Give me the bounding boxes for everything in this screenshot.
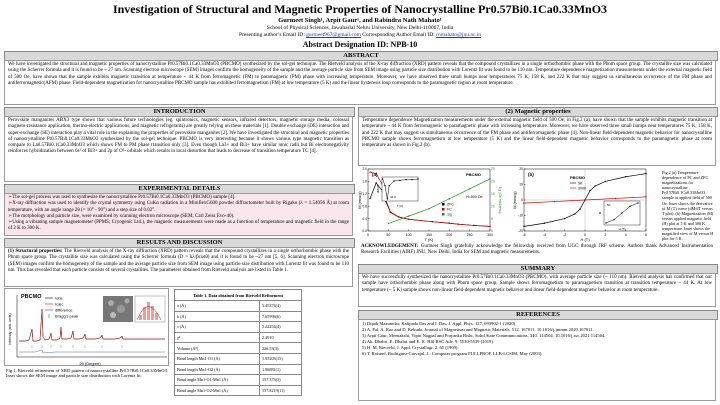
table-row [175, 301, 302, 312]
references-header: REFERENCES [358, 310, 718, 320]
table-cell-param: c (Å) [175, 322, 260, 333]
chart-a-inset-line-point [387, 198, 388, 199]
table-row [175, 311, 302, 322]
table-row [175, 353, 302, 364]
particle-size-inset [135, 296, 165, 322]
legend-300k: 300K [578, 186, 587, 191]
chart-a-inset-xlabel: T (K) [396, 204, 404, 208]
table-cell-param: Volume (Å³) [175, 343, 260, 354]
fig2-charts [358, 167, 658, 242]
experimental-body [4, 193, 353, 236]
experimental-item: ➢ The sol-gel process was used to synthesize the nanocrystalline Pr0.57Bi0.1Ca0.33MnO3 (PBCMO) sample [4]. [8, 195, 349, 201]
results-header: RESULTS AND DISCUSSION [4, 238, 355, 248]
presenting-email-link[interactable]: gurmeet967@gmail.com [306, 32, 361, 38]
chart-b-series-0-point [544, 223, 545, 224]
chart-a-series-2-point [408, 215, 409, 216]
table-cell-value: 1.95203(15) [260, 353, 302, 364]
structural-label: (1) Structural properties: [8, 249, 65, 254]
chart-b-series-0-point [564, 218, 565, 219]
legend-bragg: Bragg's peak [55, 313, 79, 319]
summary-header: SUMMARY [358, 264, 718, 274]
chart-b-x-tick-label: 2 [604, 233, 607, 237]
chart-a-x-tick-label: 100 [405, 233, 412, 237]
chart-a-series-2-point [428, 208, 429, 209]
chart-b-y-tick-label: 0 [521, 198, 523, 203]
chart-a-x-tick-label: 300 [487, 233, 493, 237]
chart-b-series-0-point [589, 190, 590, 191]
fig1-caption: Fig.1. Rietveld refinement of XRD pattern of nanocrystalline Pr0.57Bi0.1Ca0.33MnO3. Inset shows the SEM image and particle size distribution with Lorentz fit. [6, 368, 169, 379]
chart-b-series-1-point [584, 199, 585, 200]
legend-iobs: Iobs [55, 295, 63, 301]
chart-a-x-tick-label: 0 [367, 233, 369, 237]
table-row [175, 364, 302, 375]
fig2-caption: Fig.2 (a) Temperature dependence of FC and ZFC magnetizations for nanocrystalline Pr0.57Bi0.1Ca0.33MnO3 sample at applied field of 500 Oe. Inset shows the derivative of M (T) curve (dM/dT versus T plot). (b) Magnetization (M) versus applied magnetic field (H) plot at 5 K and 300 K temperature. Inset shows the magnified view of M versus H plot for 5 K. [662, 170, 714, 242]
structural-text: The Rietveld analysis of the X-ray diffraction (XRD) pattern reveals that the compound crystallizes in a single orthorhombic phase with the Pbnm space group. The crystallite size was calculated using the Scherrer formula (D = kλ/βcosθ) and it is found to be ~27 nm [5, 6]. Scanning electron microscope (SEM) images confirm the homogeneity of the sample and the average particle size from SEM image using particle size distribution with Lorentz fit was found to be 110 nm. This has revealed that each particle consists of several crystallites. The parameters obtained from Rietveld analysis are listed in Table 1. [8, 249, 349, 273]
chart-b-x-tick-label: 6 [645, 233, 647, 237]
chart-a-y-tick-label: 2.0 [362, 167, 367, 172]
chart-b-series-1-point [645, 196, 646, 197]
bragg-ticks [32, 345, 122, 348]
reference-item: 6) T. Roisnel, Rodriguez-Carvajal, J.: Computer program FULLPROF, LLB-LCSIM, May (2003). [362, 351, 543, 357]
chart-b-y-tick-label: 10 [519, 182, 523, 187]
chart-b-x-tick-label: 0 [584, 233, 586, 237]
chart-a-series-1-point [390, 211, 391, 212]
table-cell-param: Bond length Mn1-O2 (Å) [175, 364, 260, 375]
fig1-legend [45, 296, 78, 319]
abstract-body: We have investigated the structural and magnetic properties of nanocrystalline Pr0.57Bi0.1Ca0.33MnO3 (PBCMO) synthesized by the sol-gel technique. The Rietveld analysis of the X-ray diffraction (XRD) pattern reveals that the compound crystallizes in a single orthorhombic phase with the Pbnm space group. The crystallite size was calculated using the Scherrer formula and it is found to be ~ 27 nm. Scanning electron microscope (SEM) images confirm the homogeneity of the sample and the average particle size from SEM image using particle size distribution with Lorentz fit was found to be 110 nm. Temperature dependence magnetization measurements under the external magnetic field of 500 Oe, have shown that the sample exhibits magnetic transition at temperature ~ 44 K from ferromagnetic (FM) to paramagnetic (PM) phase with increasing temperature. Moreover, we have observed three small humps near temperatures 75 K, 158 K, and 222 K that may suggest us simultaneous occurrence of the FM phase and antiferromagnetic(AFM) phase. Field-dependent magnetization for nanocrystalline PBCMO sample has exhibited ferromagnetism (FM) at low temperature (5 K) and the linear hysteresis loop corresponds to the paramagnetic region at room temperature. [4, 60, 716, 105]
introduction-body: Perovskite manganites ABX3 type shows that various future technologies (eg. spintronics, magnetic sensors, infrared detectors, magnetic storage media, colossal magneto-resistance application, thermo-electric applications, and magnetic refrigerants) are greatly relying on these materials [1]. Double exchange (DE) interaction and super-exchange (SE) interaction play a vital role in the explaining the properties of perovskite manganites [2]. We have investigated the structural and magnetic properties of nanocrystalline Pr0.57Bi0.1Ca0.33MnO3 synthesized by the sol-gel technique. PBCMO is very interesting because it shows various type magnetic transition as compare to La0.57Bi0.1Ca0.33MnO3 which shows FM to PM phase transition only [3]. Even though La3+ and Bi3+ have similar ionic radii but Bi electronegativity reinforces hybridization between 6s² of Bi3+ and 2p of O²- orbitals which results in local distortion that leads to decrease of transition temperature TC [4]. [4, 116, 353, 182]
chart-b-x-tick-label: 4 [624, 233, 627, 237]
chart-a-inset-line-point [411, 179, 412, 180]
legend-fc: FC [447, 207, 452, 212]
chart-b-inset-line-point [605, 222, 606, 223]
experimental-item: ➢ The morphology and particle size, were examined by scanning electron microscope (SEM; Carl Zeiss Evo-40). [8, 214, 349, 220]
legend-difference: difference [55, 307, 73, 313]
table-cell-param: Bond angle Mn1-O2-Mn1 (Å) [175, 385, 260, 396]
table1 [174, 289, 302, 396]
table-cell-value: 157.373(3) [260, 375, 302, 386]
chart-b-series-0-point [645, 173, 646, 174]
chart-b-series-0-point [574, 213, 575, 214]
fig1-xrd-plot [4, 288, 169, 366]
reference-item: 5) H. M. Rietveld, J. Appl. Crystallogr. 2, 65 (1969). [362, 345, 459, 351]
legend-icalc: Icalc [55, 301, 64, 307]
chart-a-field-annotation: H=500 Oe [466, 195, 483, 199]
acknowledgement [358, 243, 716, 263]
author-list: Gurmeet Singh¹, Arpit Gaur¹, and Rabindra Nath Mahato¹ [278, 17, 442, 24]
chart-b-inset-label: 5K [607, 203, 611, 207]
table-cell-value: 1.96881(1) [260, 364, 302, 375]
chart-a-inset-annotation: 44 K [390, 195, 397, 199]
table-cell-value: 5.45374(4) [260, 301, 302, 312]
chart-a-series-1-point [432, 221, 433, 222]
abstract-designation: Abstract Designation ID: NPB-10 [302, 40, 418, 49]
chart-a-xlabel: T (K) [424, 237, 434, 242]
reference-item: 1) Dipak Mazumdar, Kalipada Das and I. Das, J. Appl. Phys. 127, 093902-1 (2020) [362, 321, 516, 326]
chart-b-series-1-point [523, 202, 524, 203]
experimental-item: ➢ X-ray diffraction was used to identify the crystal symmetry using CuKα radiation in a MiniflexG600 powder diffractometer built by Rigaku (λ = 1.54056 Å) at room temperature, with an angle range 2θ (= 10° - 90°) and a step size of 0.02°. [8, 201, 349, 214]
table-cell-param: χ² [175, 332, 260, 343]
chart-b-series-0-point [605, 181, 606, 182]
reference-item: 3) Arpit Gaur, Meenakshi, Vipin Nagpal and Prayanka Bisht, Solid State Communications. 340. 114504. 10.1016/j.ssc.2021.114504. [362, 333, 606, 339]
chart-b-x-tick-label: -4 [542, 233, 546, 237]
chart-a-series-0-point [375, 182, 376, 183]
corresponding-email-link[interactable]: rnmahato@jnu.ac.in [436, 32, 481, 38]
legend-zfc: ZFC [447, 202, 454, 207]
chart-a-x-tick-label: 50 [386, 233, 391, 237]
chart-a-y2-tick-label: 0 [491, 229, 493, 234]
chart-a-series-2-point [469, 188, 470, 189]
table-cell-param: b (Å) [175, 311, 260, 322]
chart-b-sample-label: PBCMO [570, 175, 585, 180]
chart-b-series-1-point [554, 201, 555, 202]
email-line [0, 32, 720, 38]
chart-a-series-1-point [398, 216, 399, 217]
chart-b-series-0-point [594, 185, 595, 186]
table-row [175, 343, 302, 354]
chart-a-y2-tick-label: 15 [491, 192, 495, 196]
fig1-xlabel: 2θ (Degree) [79, 361, 101, 366]
ack-text: Gurmeet Singh gratefully acknowledge the fellowship received from UGC through JRF scheme. Authors thank Advanced Instrumentation Research Facilities (AIRF) JNU, New Delhi, India for SEM and magnetic measurements. [361, 244, 713, 256]
legend-inv-chi: 1/χ [447, 212, 452, 217]
chart-b-xlabel: H (T) [580, 237, 590, 242]
chart-a-inset-line-point [417, 178, 418, 179]
chart-a-y-tick-label: 1.6 [362, 179, 367, 184]
chart-a-series-1-point [408, 219, 409, 220]
chart-b-inset-line-point [637, 202, 638, 203]
table1-title: Table 1. Data obtained from Rietveld Refinement [175, 290, 302, 301]
chart-a-x-tick-label: 250 [466, 233, 473, 237]
chart-b-x-tick-label: -2 [563, 233, 567, 237]
chart-a-panel-label: (a) [372, 172, 378, 177]
chart-a-y2-tick-label: 5 [491, 216, 493, 221]
chart-b-ylabel: M (emu/g) [513, 191, 517, 209]
chart-b-inset-line-point [621, 212, 622, 213]
fig1-ylabel: Intensity (arb. units) [8, 313, 12, 345]
xrd-svg [5, 289, 170, 367]
chart-a-x-tick-label: 200 [446, 233, 453, 237]
magnetic-properties-header: (2) Magnetic properties [358, 107, 718, 117]
chart-b-y-tick-label: -20 [518, 229, 523, 234]
experimental-header: EXPERIMENTAL DETAILS [4, 184, 355, 194]
chart-a-inset-line-point [384, 185, 385, 186]
sem-inset [103, 296, 133, 322]
chart-a-series-2-point [489, 178, 490, 179]
chart-a-y-tick-label: 1.2 [362, 192, 367, 196]
chart-b-inset-ylabel: M [598, 211, 602, 215]
legend-5k: 5K [578, 181, 583, 186]
chart-a-inset-ylabel: dM/dT [376, 184, 380, 194]
fig1-panel-label: PBCMO [21, 294, 42, 300]
table-row [175, 385, 302, 396]
table-cell-value: 226.53(3) [260, 343, 302, 354]
ack-label: ACKNOWLEDGEMENT: [361, 244, 421, 249]
chart-a-y2-tick-label: 25 [491, 167, 495, 172]
references-list [358, 319, 716, 401]
chart-b-series-0-point [523, 226, 524, 227]
chart-a-sample-label: PBCMO [466, 172, 481, 177]
fig2-svg [358, 167, 658, 242]
magnetic-properties-body: Temperature dependence Magnetization measurements under the external magnetic field of 500 Oe, in Fig.2 (a), have shown that the sample exhibits magnetic transition at temperature ~ 44 K from ferromagnetic to paramagnetic phase with increasing temperature. Moreover, we have observed three small humps near temperatures 75 K, 158 K, and 222 K that may suggest us simultaneous occurrence of the FM phase and antiferromagnetic phase [4]. Non-linear field-dependent magnetic behavior for nanocrystalline PBCMO sample shows ferromagnetism at low temperature (5 K) and the linear field-dependent magnetic behavior corresponds to the paramagnetic phase at room temperature as shown in Fig.2 (b). [358, 116, 716, 166]
chart-a-x-tick-label: 150 [426, 233, 432, 237]
table-row [175, 332, 302, 343]
chart-a-inset-line-point [382, 178, 383, 179]
chart-a-y-tick-label: 0.0 [362, 229, 367, 234]
chart-a-series-1-point [458, 223, 459, 224]
chart-b-y-tick-label: 20 [519, 167, 523, 172]
table-cell-value: 7.65998(6) [260, 311, 302, 322]
chart-b-series-1-point [615, 198, 616, 199]
abstract-header: ABSTRACT [4, 51, 718, 61]
chart-a-series-0-point [369, 198, 370, 199]
summary-body: We have successfully synthesized the nanocrystalline Pr0.57Bi0.1Ca0.33MnO3 (PBCMO), with average particle size (~ 110 nm). Rietveld analysis has confirmed that our sample have orthorhombic phase along with Pbnm space group. Sample shows ferromagnetism to paramagnetism transition at transition temperature ~ 44 K. At low temperature (~ 5 K) sample shows non-linear field-dependent magnetic behavior and linear field-dependent magnetic behavior at room temperature. [358, 273, 716, 307]
table-cell-value: 2.4910 [260, 332, 302, 343]
chart-a-y2-tick-label: 20 [491, 179, 495, 184]
chart-a-inset-line-point [399, 180, 400, 181]
chart-a-inset-line-point [405, 179, 406, 180]
reference-item: 4) Ab. Dhahri, E. Dhahri and E. K. Hlil RSC Adv, 9, 5530-5539 (2019). [362, 339, 495, 345]
chart-a-y-tick-label: 0.4 [362, 216, 367, 221]
chart-a-series-2-point [388, 223, 389, 224]
table-row [175, 322, 302, 333]
table-cell-value: 157.8219(11) [260, 385, 302, 396]
reference-item: 2) A. Pal, A. Rao and D. Kekuda, Journal of Magnetism and Magnetic Materials. 512. 167011. 10.1016/j.jmmm.2020.167011. [362, 327, 594, 333]
chart-a-series-1-point [369, 171, 370, 172]
rietveld-table [174, 289, 302, 396]
table-cell-param: Bond angle Mn1-O1-Mn1 (Å) [175, 375, 260, 386]
chart-b-series-0-point [625, 176, 626, 177]
xrd-difference-line [19, 350, 165, 353]
chart-a-series-1-point [473, 225, 474, 226]
chart-b-inset-line-point [613, 219, 614, 220]
poster-title: Investigation of Structural and Magnetic Properties of Nanocrystalline Pr0.57Bi0.1Ca0.33MnO3 [112, 2, 608, 16]
chart-a-inset-line-point [393, 180, 394, 181]
chart-a-series-2-point [449, 198, 450, 199]
chart-b-inset-xlabel: H (T) [618, 227, 626, 231]
chart-a-y2-tick-label: 10 [491, 204, 495, 209]
introduction-header: INTRODUCTION [4, 107, 355, 117]
experimental-item: ➢ Using a vibrating sample magnetometer (PPMS; Cryogenic Ltd.), the magnetic measurements were made as a function of temperature and magnetic field in the range of 2 K to 300 K. [8, 220, 349, 233]
chart-a-y-tick-label: 0.8 [362, 204, 367, 209]
chart-a-ylabel: M (emu/g) [358, 191, 362, 209]
table-cell-value: 5.42254(4) [260, 322, 302, 333]
chart-a-series-1-point [449, 223, 450, 224]
chart-a-inset-line-point [389, 185, 390, 186]
table-row [175, 375, 302, 386]
structural-properties-body [4, 247, 353, 287]
affiliation: School of Physical Sciences, Jawaharlal Nehru University, New Delhi-110067, India [266, 25, 454, 31]
chart-a-y2label: 1/χ (Oe.mol/emu) [498, 186, 502, 214]
table-cell-param: Bond length Mn1-O1 (Å) [175, 353, 260, 364]
email-middle: Corresponding Author Email ID: [360, 32, 437, 38]
chart-b-y-tick-label: -10 [518, 213, 523, 218]
chart-b-x-tick-label: -6 [522, 233, 526, 237]
chart-b-series-0-point [579, 209, 580, 210]
chart-b-panel-label: (b) [528, 172, 534, 177]
chart-b-inset-line-point [629, 206, 630, 207]
table-cell-param: a (Å) [175, 301, 260, 312]
email-prefix: Presenting author’s Email ID: [239, 32, 307, 38]
chart-a-series-1-point [489, 226, 490, 227]
